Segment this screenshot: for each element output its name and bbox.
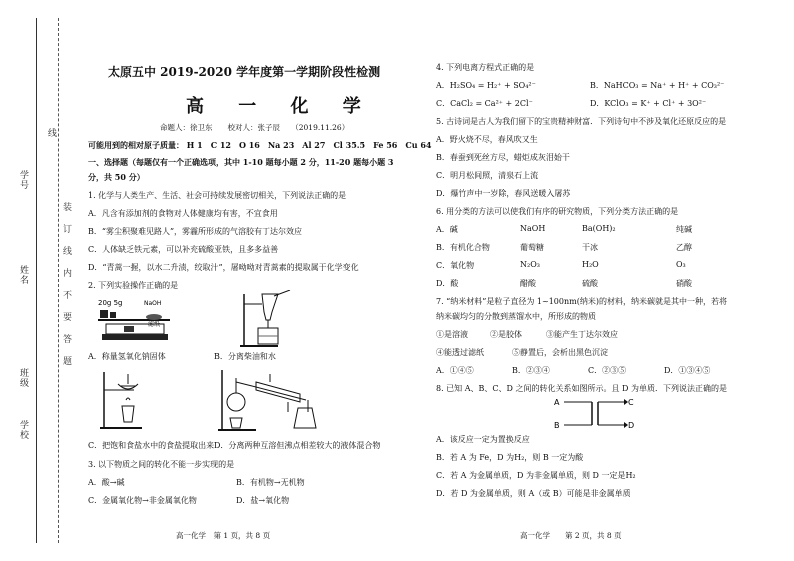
q3-option-c: C．金属氧化物→非金属氧化物 <box>88 496 197 505</box>
section1-heading-cont: 分，共 50 分） <box>88 172 145 182</box>
left-footer: 高一化学 第 1 页，共 8 页 <box>176 531 271 540</box>
label-student-number: 学号 <box>18 170 28 190</box>
q2-figure-c-evaporation <box>98 370 148 432</box>
q4-option-a: A．H₂SO₄ = H₂⁺ + SO₄²⁻ <box>436 81 536 90</box>
right-footer: 高一化学 第 2 页，共 8 页 <box>520 531 622 540</box>
q2-option-d: D．分离两种互溶但沸点相差较大的液体混合物 <box>214 441 381 450</box>
q6-cell: 纯碱 <box>676 225 692 234</box>
q8-option-a: A．该反应一定为置换反应 <box>436 435 530 444</box>
q4-option-b: B．NaHCO₃ = Na⁺ + H⁺ + CO₃²⁻ <box>590 81 725 90</box>
binding-mark: 线 <box>46 128 56 138</box>
binding-margin <box>0 0 60 561</box>
subject-title: 高 一 化 学 <box>186 96 375 117</box>
filter-paper-label: 滤纸 <box>148 321 161 328</box>
diagram-label-a: A <box>554 398 560 407</box>
label-name: 姓名 <box>18 265 28 285</box>
q1-stem: 1. 化学与人类生产、生活、社会可持续发展密切相关，下列说法正确的是 <box>88 191 347 200</box>
q6-cell: NaOH <box>520 224 546 233</box>
section1-heading: 一、选择题（每题仅有一个正确选项，其中 1-10 题每小题 2 分，11-20 题每小题 3 <box>88 157 394 167</box>
q7-prop: ④能透过滤纸 <box>436 348 484 357</box>
q2-stem: 2. 下列实验操作正确的是 <box>88 281 179 290</box>
q7-prop: ⑤静置后，会析出黑色沉淀 <box>512 348 608 357</box>
q4-option-c: C．CaCl₂ = Ca²⁺ + 2Cl⁻ <box>436 99 533 108</box>
q1-option-d: D．“青蒿一握，以水二升渍，绞取汁”，屠呦呦对青蒿素的提取属于化学变化 <box>88 263 359 272</box>
q6-cell: 硝酸 <box>676 279 692 288</box>
diagram-label-b: B <box>554 421 560 430</box>
q1-option-a: A．凡含有添加剂的食物对人体健康均有害，不宜食用 <box>88 209 278 218</box>
seal-char: 订 <box>63 225 73 235</box>
q8-option-c: C．若 A 为金属单质，D 为非金属单质，则 D 一定是H₂ <box>436 471 636 480</box>
q6-cell: O₃ <box>676 260 686 269</box>
q6-cell: 干冰 <box>582 243 598 252</box>
q8-option-d: D．若 D 为金属单质，则 A（或 B）可能是非金属单质 <box>436 489 631 498</box>
seal-char: 答 <box>63 335 73 345</box>
q7-option-d: D．①③④⑤ <box>664 366 711 375</box>
q6-cell: C．氧化物 <box>436 261 475 270</box>
q1-option-b: B．“雾尘积聚难见路人”，雾霾所形成的气溶胶有丁达尔效应 <box>88 227 303 236</box>
seal-char: 题 <box>63 357 73 367</box>
q7-stem: 7. “纳米材料”是粒子直径为 1~100nm(纳米)的材料，纳米碳就是其中一种，若将 <box>436 297 727 306</box>
q7-prop: ③能产生丁达尔效应 <box>546 330 618 339</box>
q7-option-a: A．①④⑤ <box>436 366 474 375</box>
q8-reaction-diagram <box>552 396 638 432</box>
naoh-label: NaOH <box>144 300 162 307</box>
label-class: 班级 <box>18 368 28 388</box>
q6-cell: D．酸 <box>436 279 459 288</box>
q5-stem: 5. 古诗词是古人为我们留下的宝贵精神财富．下列诗句中不涉及氧化还原反应的是 <box>436 117 727 126</box>
q6-cell: B．有机化合物 <box>436 243 490 252</box>
q2-option-b: B．分离柴油和水 <box>214 352 276 361</box>
diagram-label-d: D <box>628 421 635 430</box>
q5-option-c: C．明月松间照，清泉石上流 <box>436 171 539 180</box>
seal-char: 不 <box>63 291 73 301</box>
q2-figure-a-balance <box>96 296 176 346</box>
q6-cell: H₂O <box>582 260 599 269</box>
label-school: 学校 <box>18 420 28 440</box>
q6-cell: 硫酸 <box>582 279 598 288</box>
q7-option-c: C．②③⑤ <box>588 366 627 375</box>
q6-cell: Ba(OH)₂ <box>582 224 616 233</box>
q2-figure-d-distillation <box>216 368 326 434</box>
q8-stem: 8. 已知 A、B、C、D 之间的转化关系如图所示。且 D 为单质．下列说法正确的是 <box>436 384 727 393</box>
seal-dashed-line <box>58 18 59 543</box>
atomic-masses: 可能用到的相对原子质量： H 1 C 12 O 16 Na 23 Al 27 Cl 35.5 Fe 56 Cu 64 <box>88 140 432 150</box>
school-title: 太原五中 2019-2020 学年度第一学期阶段性检测 <box>108 65 381 79</box>
q7-option-b: B．②③④ <box>512 366 550 375</box>
q7-stem-cont: 纳米碳均匀的分散到蒸馏水中，所形成的物质 <box>436 312 596 321</box>
q5-option-d: D．爆竹声中一岁除，春风送暖入屠苏 <box>436 189 571 198</box>
author-line: 命题人：徐卫东 校对人：张子辰 （2019.11.26） <box>160 123 350 132</box>
q6-cell: N₂O₃ <box>520 260 540 269</box>
q6-cell: 乙醇 <box>676 243 692 252</box>
q5-option-b: B．春蚕到死丝方尽，蜡炬成灰泪始干 <box>436 153 570 162</box>
weights-label: 20g 5g <box>98 299 123 307</box>
q6-stem: 6. 用分类的方法可以使我们有序的研究物质，下列分类方法正确的是 <box>436 207 679 216</box>
q6-cell: 葡萄糖 <box>520 243 544 252</box>
seal-char: 装 <box>63 203 73 213</box>
q5-option-a: A．野火烧不尽，春风吹又生 <box>436 135 538 144</box>
q4-option-d: D．KClO₃ = K⁺ + Cl⁺ + 3O²⁻ <box>590 99 707 108</box>
q7-prop: ②是胶体 <box>490 330 522 339</box>
diagram-label-c: C <box>628 398 634 407</box>
seal-char: 线 <box>63 247 73 257</box>
seal-char: 内 <box>63 269 73 279</box>
q7-prop: ①是溶液 <box>436 330 468 339</box>
q3-option-b: B．有机物→无机物 <box>236 478 305 487</box>
q1-option-c: C．人体缺乏铁元素，可以补充硫酸亚铁，且多多益善 <box>88 245 279 254</box>
q2-option-c: C．把饱和食盐水中的食盐提取出来 <box>88 441 215 450</box>
q6-cell: A．碱 <box>436 225 458 234</box>
q8-option-b: B．若 A 为 Fe，D 为H₂，则 B 一定为酸 <box>436 453 584 462</box>
seal-char: 要 <box>63 313 73 323</box>
q6-cell: 醋酸 <box>520 279 536 288</box>
q3-stem: 3. 以下物质之间的转化不能一步实现的是 <box>88 460 235 469</box>
q2-figure-b-funnel <box>238 290 298 350</box>
binding-line <box>36 18 37 543</box>
q2-option-a: A．称量氢氧化钠固体 <box>88 352 166 361</box>
q3-option-a: A．酸→碱 <box>88 478 125 487</box>
q4-stem: 4. 下列电离方程式正确的是 <box>436 63 535 72</box>
q3-option-d: D．盐→氧化物 <box>236 496 290 505</box>
